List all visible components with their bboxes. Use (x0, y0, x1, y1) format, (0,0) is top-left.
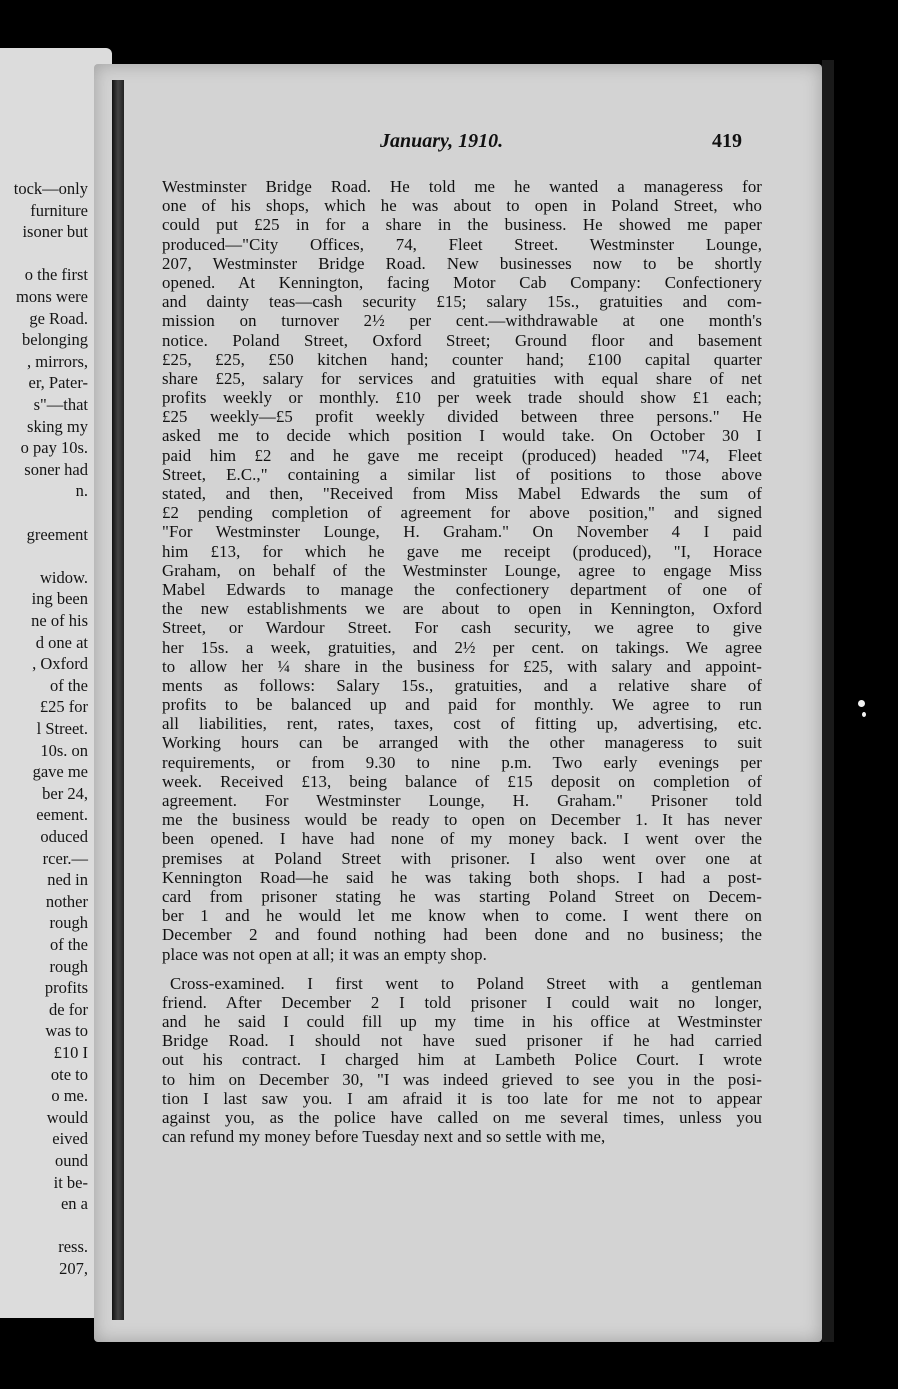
left-page-fragment: 10s. on (40, 740, 88, 760)
text-line: him £13, for which he gave me receipt (produced), "I, Horace (162, 541, 762, 561)
left-page-fragment: tock—only (13, 179, 88, 198)
left-page-fragment: soner had (24, 459, 88, 479)
text-line: opened. At Kennington, facing Motor Cab Company: Confectionery (162, 272, 762, 292)
left-page-fragment: £25 for (39, 697, 88, 717)
left-page-fragment: isoner but (22, 222, 88, 242)
left-page-fragment: ound (55, 1151, 88, 1170)
left-page-fragment: nother (45, 891, 88, 911)
left-page-fragment: gave me (32, 762, 88, 782)
left-page-fragment: rcer.— (42, 848, 88, 868)
left-page-fragment: ress. (58, 1237, 88, 1257)
text-line: profits weekly or monthly. £10 per week trade should show £1 each; (162, 388, 762, 408)
left-page-fragment: £10 I (53, 1043, 88, 1062)
text-line: mission on turnover 2½ per cent.—withdrawable at one month's (162, 311, 762, 331)
paragraph-gap (162, 964, 762, 974)
text-line: Street, E.C.," containing a similar list of positions to those above (162, 464, 762, 484)
text-line: card from prisoner stating he was starting Poland Street on Decem- (162, 886, 762, 906)
left-page-fragment: sking my (27, 416, 88, 436)
page-number: 419 (712, 130, 742, 152)
text-line: and dainty teas—cash security £15; salary 15s., gratuities and com- (162, 292, 762, 312)
left-page-fragment: n. (75, 481, 88, 501)
text-line: to him on December 30, "I was indeed grieved to see you in the posi- (162, 1069, 762, 1089)
text-line: Cross-examined. I first went to Poland Street with a gentleman (170, 973, 762, 993)
text-line: place was not open at all; it was an empty shop. (162, 944, 487, 964)
dust-speck (862, 712, 866, 717)
left-page-fragment: o pay 10s. (20, 438, 88, 458)
left-page-fragment: , mirrors, (27, 351, 88, 371)
left-page-fragment: l Street. (36, 719, 88, 738)
page-body (162, 177, 762, 1146)
left-page-fragment: mons were (16, 287, 88, 306)
text-line: £2 pending completion of agreement for above position," and signed (162, 503, 762, 523)
left-page-fragment: eived (52, 1129, 88, 1149)
left-page-fragment: widow. (40, 567, 88, 587)
left-page-fragment: was to (45, 1021, 88, 1041)
text-line: ber 1 and he would let me know when to come. I went there on (162, 906, 762, 926)
left-page-fragment: ber 24, (42, 783, 88, 803)
text-line: produced—"City Offices, 74, Fleet Street. Westminster Lounge, (162, 234, 762, 254)
text-line: can refund my money before Tuesday next and so settle with me, (162, 1127, 606, 1147)
paragraph (162, 177, 762, 964)
text-line: £25, £25, £50 kitchen hand; counter hand; £100 capital quarter (162, 349, 762, 369)
header-date: January, 1910. (380, 130, 504, 152)
text-line: Westminster Bridge Road. He told me he wanted a manageress for (162, 177, 762, 196)
book-gutter (112, 80, 124, 1320)
text-line: Street, or Wardour Street. For cash security, we agree to give (162, 618, 762, 638)
left-page-fragment: er, Pater- (28, 373, 88, 393)
left-page-fragment: of the (49, 935, 88, 954)
left-page-fragment: rough (49, 956, 88, 976)
text-line: share £25, salary for services and gratuities with equal share of net (162, 368, 762, 388)
paragraph (162, 974, 762, 1147)
text-line: agreement. For Westminster Lounge, H. Graham." Prisoner told (162, 791, 762, 810)
text-line: £25 weekly—£5 profit weekly divided between three persons." He (162, 407, 762, 427)
text-line: 207, Westminster Bridge Road. New businesses now to be shortly (162, 253, 762, 273)
text-line: stated, and then, "Received from Miss Mabel Edwards the sum of (162, 484, 762, 503)
page-edge (822, 60, 834, 1342)
text-line: requirements, or from 9.30 to nine p.m. Two early evenings per (162, 752, 762, 772)
text-line: to allow her ¼ share in the business for £25, with salary and appoint- (162, 656, 762, 676)
text-line: profits to be balanced up and paid for monthly. We agree to run (162, 695, 762, 715)
left-page-fragment: would (46, 1107, 88, 1127)
text-line: ments as follows: Salary 15s., gratuities, and a relative share of (162, 675, 762, 695)
text-line: and he said I could fill up my time in his office at Westminster (162, 1012, 762, 1032)
left-page-fragment: belonging (22, 330, 88, 350)
text-line: her 15s. a week, gratuities, and 2½ per cent. on takings. We agree (162, 637, 762, 657)
text-line: against you, as the police have called on me several times, unless you (162, 1108, 762, 1127)
left-page-fragment: de for (49, 999, 88, 1019)
left-page-fragment: rough (49, 913, 88, 933)
text-line: December 2 and found nothing had been done and no business; the (162, 925, 762, 945)
left-page-fragment: ne of his (31, 611, 88, 630)
left-page-fragment: o me. (51, 1086, 88, 1106)
left-page-fragment: ote to (50, 1064, 88, 1084)
left-page-fragment: ing been (31, 589, 88, 609)
left-page-fragment: 207, (59, 1259, 88, 1278)
text-line: week. Received £13, being balance of £15 deposit on completion of (162, 771, 762, 791)
left-page-fragment: d one at (35, 632, 88, 652)
text-line: out his contract. I charged him at Lambeth Police Court. I wrote (162, 1050, 762, 1070)
left-page-fragment: eement. (36, 805, 88, 825)
left-page-fragment: profits (44, 978, 88, 998)
text-line: notice. Poland Street, Oxford Street; Ground floor and basement (162, 330, 762, 350)
left-page-fragment: en a (60, 1194, 88, 1214)
text-line: me the business would be ready to open on December 1. It has never (162, 810, 762, 830)
text-line: Working hours can be arranged with the other manageress to suit (162, 733, 762, 753)
text-line: Mabel Edwards to manage the confectionery department of one of (162, 579, 762, 599)
running-header (380, 130, 503, 153)
text-line: could put £25 in for a share in the business. He showed me paper (162, 215, 762, 235)
left-page-fragment: s"—that (33, 395, 88, 414)
left-page-fragment: of the (49, 675, 88, 695)
text-line: one of his shops, which he was about to open in Poland Street, who (162, 196, 762, 216)
text-line: tion I last saw you. I am afraid it is too late for me not to appear (162, 1088, 762, 1108)
text-line: friend. After December 2 I told prisoner I could wait no longer, (162, 992, 762, 1012)
text-line: Kennington Road—he said he was taking both shops. I had a post- (162, 867, 762, 887)
text-line: all liabilities, rent, rates, taxes, cost of fitting up, advertising, etc. (162, 714, 762, 734)
dust-speck (858, 700, 865, 707)
text-line: the new establishments we are about to open in Kennington, Oxford (162, 599, 762, 619)
left-page-fragment: oduced (40, 827, 88, 846)
left-page-fragment: greement (26, 524, 88, 544)
text-line: premises at Poland Street with prisoner. I also went over one at (162, 848, 762, 868)
text-line: "For Westminster Lounge, H. Graham." On November 4 I paid (162, 522, 762, 542)
left-page-fragment: ned in (47, 870, 88, 890)
text-line: been opened. I have had none of my money back. I went over the (162, 829, 762, 849)
left-page-fragment: furniture (30, 200, 88, 220)
text-line: asked me to decide which position I would take. On October 30 I (162, 426, 762, 446)
left-page-fragment: , Oxford (32, 654, 88, 674)
left-page-fragment: o the first (24, 265, 88, 285)
text-line: Graham, on behalf of the Westminster Lounge, agree to engage Miss (162, 560, 762, 580)
left-page-fragment: it be- (53, 1172, 88, 1192)
text-line: Bridge Road. I should not have sued prisoner if he had carried (162, 1031, 762, 1051)
left-page-fragment: ge Road. (29, 308, 88, 328)
text-line: paid him £2 and he gave me receipt (produced) headed "74, Fleet (162, 445, 762, 465)
